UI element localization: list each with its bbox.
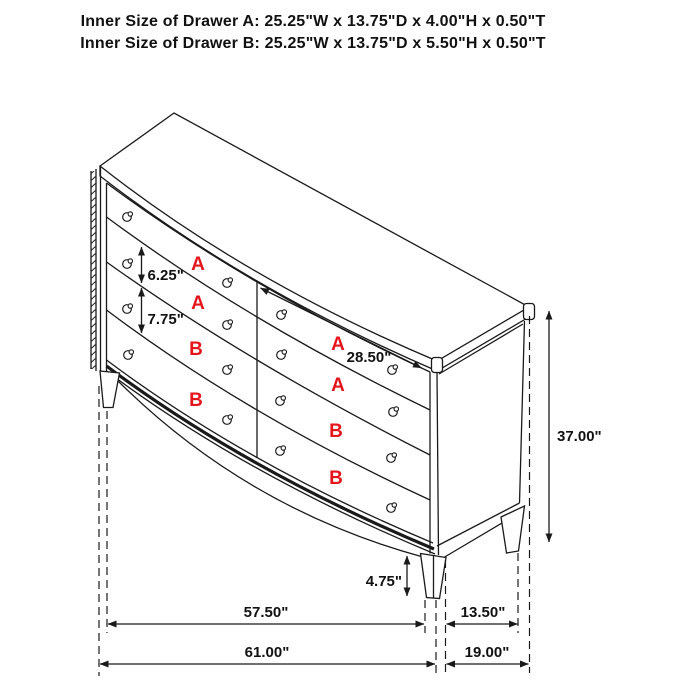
drawer-knob [387, 503, 397, 513]
dresser-drawing [91, 113, 535, 599]
drawer-label-left-3: B [189, 339, 203, 360]
drawer-knob [277, 350, 287, 360]
left-panel-hatch [91, 171, 96, 369]
drawer-knob [387, 453, 397, 463]
drawer-label-left-2: A [191, 293, 205, 314]
drawer-knob [223, 320, 233, 330]
drawer-knob [123, 212, 133, 222]
front-left-leg [100, 371, 120, 408]
dim-drawer-width-label: 28.50" [346, 349, 392, 366]
figure-title-line-2: Inner Size of Drawer B: 25.25"W x 13.75"D x 5.50"H x 0.50"T [80, 35, 546, 52]
drawer-label-right-3: B [329, 421, 343, 442]
drawer-label-right-2: A [331, 375, 345, 396]
drawer-knob [223, 415, 233, 425]
drawer-knob [223, 278, 233, 288]
dim-depth-between-legs [447, 604, 518, 624]
dim-depth-between-legs-label: 13.50" [460, 604, 506, 621]
drawer-knob [276, 396, 286, 406]
front-right-corner-cap [432, 358, 443, 373]
dim-overall-depth-label: 19.00" [464, 644, 510, 661]
dim-overall-depth [447, 644, 529, 664]
drawer-knob [124, 350, 134, 360]
drawer-knob [276, 446, 286, 456]
drawer-knob [123, 304, 133, 314]
dim-front-width [108, 604, 424, 624]
dim-front-width-label: 57.50" [243, 604, 289, 621]
drawer-knob [388, 365, 398, 375]
back-right-leg [501, 506, 525, 553]
drawer-knob [223, 365, 233, 375]
dim-overall-height-label: 37.00" [557, 428, 602, 445]
dim-overall-width-label: 61.00" [244, 644, 290, 661]
drawer-label-left-1: A [191, 254, 205, 275]
dim-overall-height [549, 311, 602, 542]
drawer-knob [277, 310, 287, 320]
dim-overall-width [100, 644, 435, 664]
dim-drawer-a-height-label: 6.25" [147, 267, 184, 284]
drawer-label-right-4: B [329, 468, 343, 489]
drawer-knob [389, 407, 399, 417]
dim-drawer-b-height-label: 7.75" [147, 311, 184, 328]
dim-drawer-b-height [142, 288, 184, 333]
drawer-knob [123, 259, 133, 269]
drawer-label-left-4: B [189, 390, 203, 411]
right-front-post [430, 372, 439, 555]
dim-drawer-a-height [142, 247, 184, 284]
figure-title-line-1: Inner Size of Drawer A: 25.25"W x 13.75"D x 4.00"H x 0.50"T [80, 13, 546, 30]
drawer-label-right-1: A [331, 334, 345, 355]
dim-leg-height [366, 556, 407, 596]
extension-lines [99, 316, 530, 676]
dim-leg-height-label: 4.75" [365, 573, 402, 590]
